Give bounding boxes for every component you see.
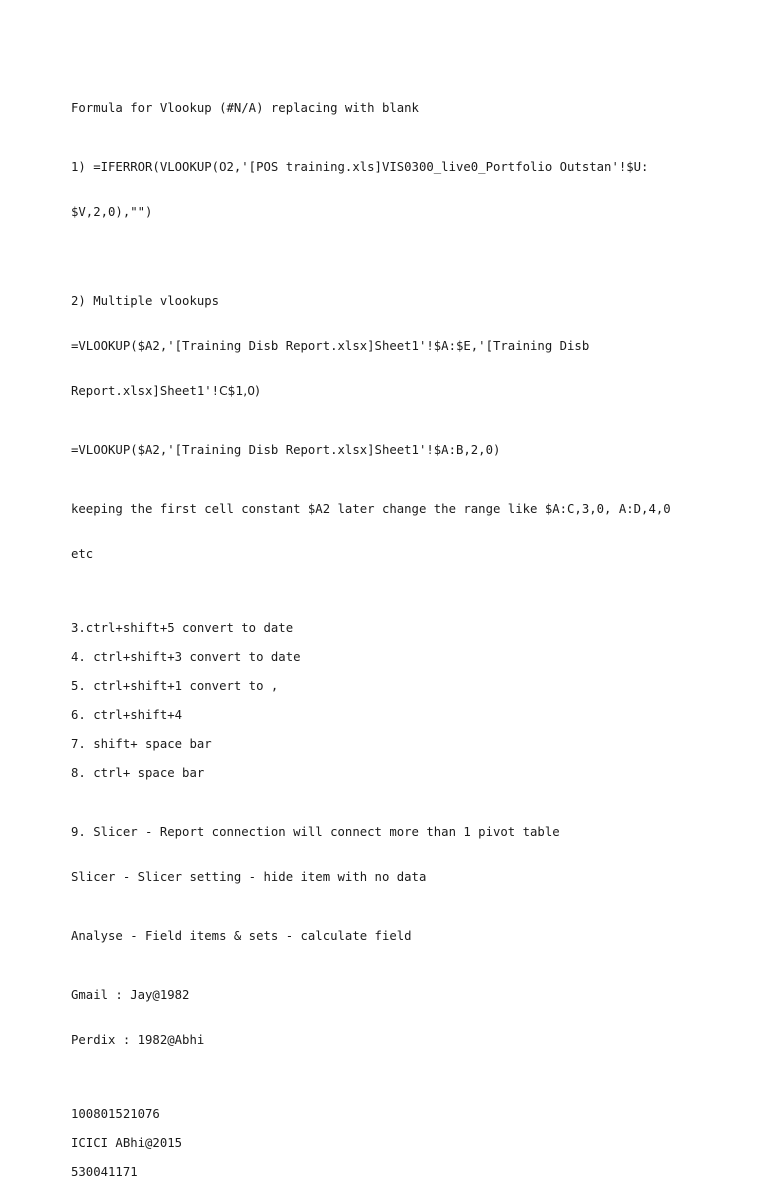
shortcut-6: 6. ctrl+shift+4: [71, 708, 183, 722]
item-2-line-2: [71, 384, 701, 399]
document-body: [71, 101, 701, 1194]
shortcut-8: 8. ctrl+ space bar: [71, 766, 205, 780]
icici-credential: ICICI ABhi@2015: [71, 1136, 183, 1150]
number-2: 530041171: [71, 1165, 138, 1179]
item-2-line-1: =VLOOKUP($A2,'[Training Disb Report.xlsx]Sheet1'!$A:$E,'[Training Disb: [71, 339, 590, 353]
item-2-line-2a: Report.xlsx]Sheet1'!: [71, 384, 220, 398]
item-1-line-2: $V,2,0),""): [71, 205, 153, 219]
shortcut-4: 4. ctrl+shift+3 convert to date: [71, 650, 301, 664]
formula-simple: =VLOOKUP($A2,'[Training Disb Report.xlsx]Sheet1'!$A:B,2,0): [71, 443, 501, 457]
credentials-perdix: Perdix : 1982@Abhi: [71, 1033, 205, 1047]
credentials: [71, 958, 701, 1078]
credentials-gmail: Gmail : Jay@1982: [71, 988, 190, 1002]
item-2-multiple-vlookups: [71, 264, 701, 429]
item-2-line-2b: C$1,0): [219, 384, 260, 398]
shortcut-3: 3.ctrl+shift+5 convert to date: [71, 621, 294, 635]
number-1: 100801521076: [71, 1107, 160, 1121]
shortcut-5: 5. ctrl+shift+1 convert to ,: [71, 679, 279, 693]
range-note: [71, 472, 701, 592]
range-note-line-1: keeping the first cell constant $A2 later change the range like $A:C,3,0, A:D,4,0: [71, 502, 671, 516]
shortcut-7: 7. shift+ space bar: [71, 737, 212, 751]
item-1-formula: [71, 130, 701, 250]
analyse-note: Analyse - Field items & sets - calculate field: [71, 929, 412, 943]
item-2-heading: 2) Multiple vlookups: [71, 294, 220, 308]
item-9-slicer: [71, 795, 701, 915]
item-1-line-1: 1) =IFERROR(VLOOKUP(O2,'[POS training.xls]VIS0300_live0_Portfolio Outstan'!$U:: [71, 160, 649, 174]
range-note-line-2: etc: [71, 547, 94, 561]
item-9-line-2: Slicer - Slicer setting - hide item with no data: [71, 870, 427, 884]
document-title: Formula for Vlookup (#N/A) replacing with blank: [71, 101, 419, 115]
item-9-line-1: 9. Slicer - Report connection will connect more than 1 pivot table: [71, 825, 560, 839]
